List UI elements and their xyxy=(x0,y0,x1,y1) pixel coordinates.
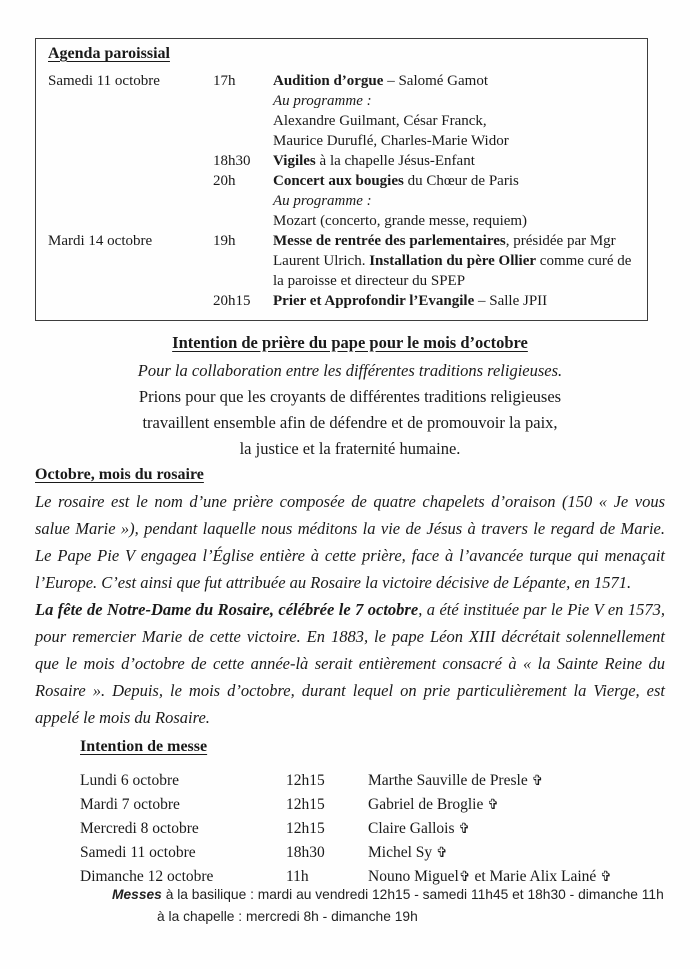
text-segment: comme curé de la paroisse et directeur du SPEP xyxy=(273,253,632,289)
text-segment: Prier et Approfondir l’Evangile xyxy=(273,293,475,309)
mass-row xyxy=(80,841,640,865)
agenda-entry-date xyxy=(48,151,213,171)
cross-icon: ✞ xyxy=(458,869,471,885)
agenda-entry xyxy=(48,71,639,151)
messes-label: Messes xyxy=(112,887,162,902)
mass-schedule-line-2: à la chapelle : mercredi 8h - dimanche 19h xyxy=(157,909,418,924)
pope-intention-section xyxy=(0,330,700,462)
text-segment: Le rosaire est le nom d’une prière composée de quatre chapelets d’oraison (150 « Je vous salue Marie »), pendant laquelle nous méditons la vie de Jésus à travers le regard de Marie. Le Pape Pie V engagea l’Église entière à cette prière, face à l’avancée turque qui menaçait l’Europe. C’est ainsi que fut attribuée au Rosaire la victoire décisive de Lépante, en 1571. xyxy=(35,492,665,592)
agenda-title: Agenda paroissial xyxy=(48,45,170,62)
text-segment: Installation du père Ollier xyxy=(369,253,537,269)
text-segment: Messe de rentrée des parlementaires xyxy=(273,233,506,249)
cross-icon: ✞ xyxy=(487,797,499,813)
cross-icon: ✞ xyxy=(531,773,544,789)
mass-intentions-heading: Intention de messe xyxy=(80,738,208,755)
mass-row-date: Samedi 11 octobre xyxy=(80,844,196,861)
cross-icon: ✞ xyxy=(436,845,448,861)
text-segment: Au programme : xyxy=(273,193,372,209)
text-segment: du Chœur de Paris xyxy=(403,173,519,189)
rosary-paragraphs xyxy=(35,488,665,731)
mass-row xyxy=(80,817,640,841)
mass-row-date: Dimanche 12 octobre xyxy=(80,868,214,885)
mass-intention-rows xyxy=(80,769,640,889)
mass-row-time: 11h xyxy=(286,868,309,885)
mass-row-time: 18h30 xyxy=(286,844,325,861)
text-segment: , présidée par Mgr Laurent Ulrich. xyxy=(273,233,616,269)
mass-row-date: Mardi 7 octobre xyxy=(80,796,180,813)
agenda-entry-date xyxy=(48,291,213,311)
rosary-heading: Octobre, mois du rosaire xyxy=(35,466,204,483)
cross-icon: ✞ xyxy=(458,821,471,837)
agenda-entry-time: 18h30 xyxy=(213,153,251,169)
text-segment: , a été instituée par le Pie V en 1573, pour remercier Marie de cette victoire. En 1883, le pape Léon XIII décrétait solennellement que le mois d’octobre de cette année-là serait entièrement consacré à « la Sainte Reine du Rosaire ». Depuis, le mois d’octobre, durant lequel on prie particulièrement la Vierge, est appelé le mois du Rosaire. xyxy=(35,600,665,727)
agenda-entries xyxy=(48,71,639,311)
text-segment: La fête de Notre-Dame du Rosaire, célébrée le 7 octobre xyxy=(35,600,419,619)
text-segment: Maurice Duruflé, Charles-Marie Widor xyxy=(273,133,509,149)
mass-intentions-section xyxy=(80,736,640,889)
pope-intention-line: Pour la collaboration entre les différentes traditions religieuses. xyxy=(137,361,563,380)
mass-row-name: Nouno Miguel✞ et Marie Alix Lainé ✞ xyxy=(368,868,612,885)
text-segment: à la chapelle Jésus-Enfant xyxy=(315,153,475,169)
agenda-line xyxy=(273,71,639,91)
agenda-line xyxy=(273,91,639,111)
agenda-line xyxy=(273,111,639,131)
mass-row-name: Gabriel de Broglie ✞ xyxy=(368,796,499,813)
agenda-line xyxy=(273,131,639,151)
text-segment: – Salle JPII xyxy=(474,293,548,309)
agenda-entry-date: Mardi 14 octobre xyxy=(48,233,153,249)
mass-schedule-basilica: à la basilique : mardi au vendredi 12h15 - samedi 11h45 et 18h30 - dimanche 11h xyxy=(165,887,664,902)
agenda-entry-time: 20h xyxy=(213,173,236,189)
agenda-line xyxy=(273,191,639,211)
text-segment: Vigiles xyxy=(273,153,316,169)
agenda-line xyxy=(273,211,639,231)
agenda-entry-date xyxy=(48,171,213,231)
agenda-entry xyxy=(48,231,639,291)
agenda-entry-time: 19h xyxy=(213,233,236,249)
mass-row-time: 12h15 xyxy=(286,772,325,789)
mass-row-time: 12h15 xyxy=(286,796,325,813)
pope-intention-line: Prions pour que les croyants de différentes traditions religieuses xyxy=(138,387,562,406)
mass-row-name: Claire Gallois ✞ xyxy=(368,820,471,837)
agenda-entry-description xyxy=(273,171,639,231)
agenda-entry-time: 17h xyxy=(213,73,236,89)
text-segment: Audition d’orgue xyxy=(273,73,384,89)
agenda-entry xyxy=(48,151,639,171)
mass-row-name: Michel Sy ✞ xyxy=(368,844,448,861)
agenda-entry-description xyxy=(273,231,639,291)
mass-row-name: Marthe Sauville de Presle ✞ xyxy=(368,772,544,789)
rosary-paragraph xyxy=(35,596,665,731)
rosary-section xyxy=(35,463,665,731)
mass-schedule-footer xyxy=(112,884,664,928)
text-segment: Au programme : xyxy=(273,93,372,109)
agenda-line xyxy=(273,171,639,191)
agenda-line xyxy=(273,151,639,171)
agenda-entry-time: 20h15 xyxy=(213,293,251,309)
agenda-entry-date: Samedi 11 octobre xyxy=(48,73,160,89)
agenda-entry-description xyxy=(273,291,639,311)
text-segment: Alexandre Guilmant, César Franck, xyxy=(273,113,487,129)
pope-intention-lines xyxy=(0,358,700,462)
agenda-entry-description xyxy=(273,71,639,151)
mass-schedule-line-1 xyxy=(112,884,664,906)
agenda-line xyxy=(273,231,639,291)
agenda-entry xyxy=(48,171,639,231)
text-segment: Mozart (concerto, grande messe, requiem) xyxy=(273,213,528,229)
agenda-box xyxy=(35,38,648,321)
text-segment: – Salomé Gamot xyxy=(383,73,489,89)
agenda-entry-description xyxy=(273,151,639,171)
mass-row-time: 12h15 xyxy=(286,820,325,837)
pope-intention-line: travaillent ensemble afin de défendre et de promouvoir la paix, xyxy=(142,413,558,432)
agenda-line xyxy=(273,291,639,311)
mass-row xyxy=(80,769,640,793)
text-segment: Concert aux bougies xyxy=(273,173,404,189)
pope-intention-line: la justice et la fraternité humaine. xyxy=(239,439,461,458)
agenda-entry xyxy=(48,291,639,311)
pope-intention-heading: Intention de prière du pape pour le mois d’octobre xyxy=(172,333,528,352)
mass-row-date: Mercredi 8 octobre xyxy=(80,820,199,837)
rosary-paragraph xyxy=(35,488,665,596)
cross-icon: ✞ xyxy=(600,869,612,885)
mass-row-date: Lundi 6 octobre xyxy=(80,772,180,789)
mass-row xyxy=(80,793,640,817)
